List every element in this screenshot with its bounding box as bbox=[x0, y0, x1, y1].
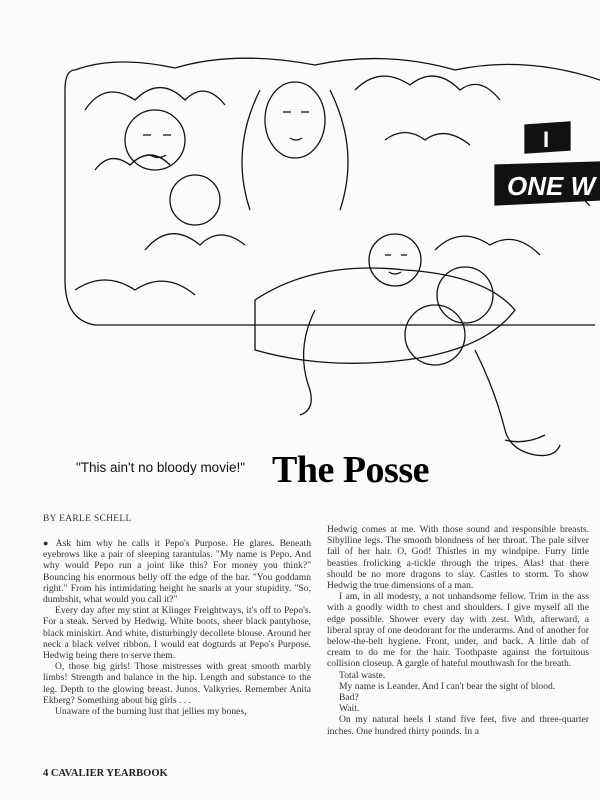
paragraph: O, those big girls! Those mistresses with great smooth marbly limbs! Strength and balance in the hip. Length and substance to the leg. Depth to the glowing breast. Junos. Valkyries. Remember Anita Ekberg? Something about big girls . . . bbox=[43, 661, 311, 706]
page-footer: 4 CAVALIER YEARBOOK bbox=[43, 768, 168, 779]
paragraph: Bad? bbox=[339, 692, 359, 704]
paragraph: Total waste. bbox=[339, 669, 386, 681]
paragraph bbox=[43, 538, 311, 605]
paragraph-text: Ask him why he calls it Pepo's Purpose. He glares. Beneath eyebrows like a pair of sleeping tarantulas. "My name is Pepo. And why would Pepo run a joint like this? For money you think?" Bouncing his enormous belly off the edge of the bar. "You goddamn right." From his intimidating height he snarls at your stupidity. "So, dumbshit, what would you call it?" bbox=[43, 538, 311, 606]
story-illustration bbox=[55, 50, 600, 470]
faces-drawing bbox=[125, 82, 421, 286]
left-column bbox=[43, 538, 311, 717]
paragraph: Every day after my stint at Klinger Freightways, it's off to Pepo's. For a steak. Served by Hedwig. White boots, sheer black pantyhose, black miniskirt. And white, disturbingly decollete blouse. Around her neck a black velvet ribbon. I would eat dogturds at Pepo's Purpose. Hedwig being there to serve them. bbox=[43, 605, 311, 662]
article-title: The Posse bbox=[272, 449, 429, 491]
byline: BY EARLE SCHELL bbox=[43, 514, 132, 524]
paragraph: Hedwig comes at me. With those sound and responsible breasts. Sibylline legs. The smooth blondness of her throat. The pale silver fall of her hair. O, God! Thistles in my windpipe. Furry little beasties frolicking a-tickle through the tripes. Alas! that there should be no more dragons to slay. Castles to storm. To show Hedwig the true dimensions of a man. bbox=[327, 524, 589, 592]
sign-text-2: I bbox=[543, 127, 550, 152]
sign-text: ONE W bbox=[507, 171, 596, 201]
paragraph: My name is Leander. And I can't bear the sight of blood. bbox=[339, 680, 556, 692]
bullet-icon: ● bbox=[43, 538, 52, 548]
paragraph: Unaware of the burning lust that jellies my bones, bbox=[55, 706, 247, 718]
right-column bbox=[327, 524, 589, 737]
paragraph: I am, in all modesty, a not unhandsome fellow. Trim in the ass with a goodly width to chest and shoulders. I give myself all the edge possible. Shower every day with zest. With, afterward, a liberal spray of one deodorant for the underarms. And of another for below-the-belt hygiene. Front, under, and back. A little dab of cream to do me for the hair. Toothpaste against the fortuitous collision closeup. A gargle of hateful mouthwash for the breath. bbox=[327, 591, 589, 670]
sign bbox=[495, 122, 600, 205]
paragraph: On my natural heels I stand five feet, five and three-quarter inches. One hundred thirty pounds. In a bbox=[327, 714, 589, 737]
pull-quote: "This ain't no bloody movie!" bbox=[76, 460, 245, 475]
paragraph: Wait. bbox=[339, 703, 360, 715]
figure-drawing bbox=[255, 267, 560, 456]
